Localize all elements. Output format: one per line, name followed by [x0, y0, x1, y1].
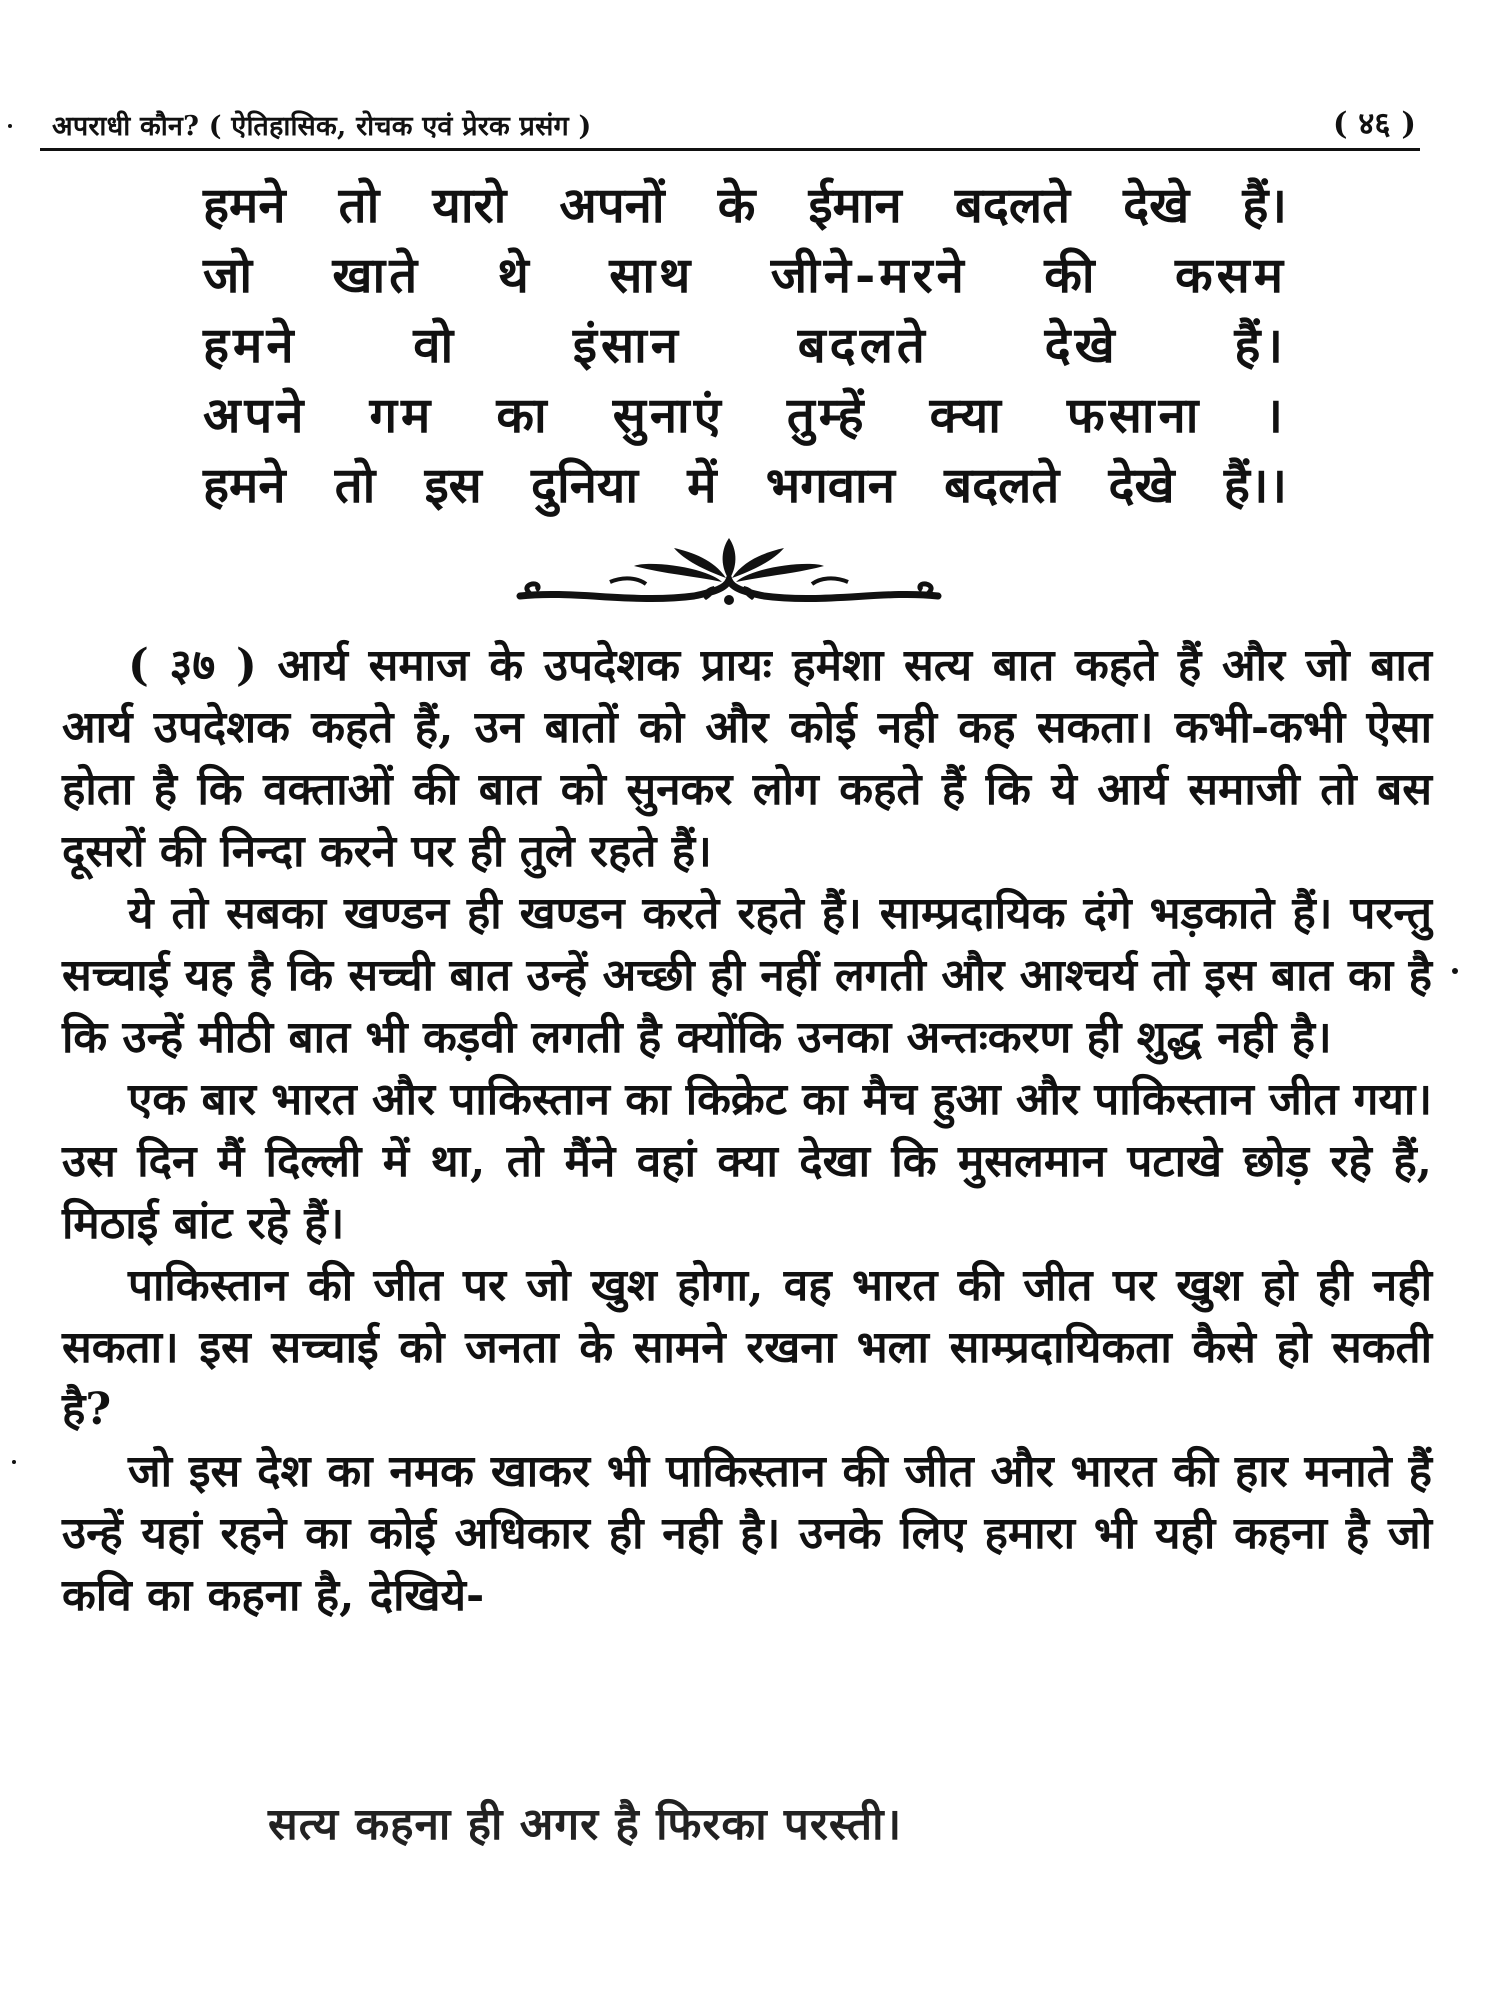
body-text	[62, 635, 1432, 1627]
running-header	[40, 98, 1420, 146]
paragraph: ये तो सबका खण्डन ही खण्डन करते रहते हैं। साम्प्रदायिक दंगे भड़काते हैं। परन्तु सच्चाई यह है कि सच्ची बात उन्हें अच्छी ही नहीं लगती और आश्चर्य तो इस बात का है कि उन्हें मीठी बात भी कड़वी लगती है क्योंकि उनका अन्तःकरण ही शुद्ध नही है।	[62, 888, 1432, 1063]
poem-line: हमने तो इस दुनिया में भगवान बदलते देखे हैं।।	[203, 456, 1287, 514]
paragraph: पाकिस्तान की जीत पर जो खुश होगा, वह भारत की जीत पर खुश हो ही नही सकता। इस सच्चाई को जनता के सामने रखना भला साम्प्रदायिकता कैसे हो सकती है?	[62, 1260, 1432, 1435]
page-number: ( ४६ )	[1332, 106, 1416, 142]
poem-line: हमने तो यारो अपनों के ईमान बदलते देखे हैं।	[203, 176, 1287, 234]
margin-speck	[1452, 968, 1458, 974]
poem-line: जो खाते थे साथ जीने-मरने की कसम	[203, 246, 1287, 304]
poem-line: हमने वो इंसान बदलते देखे हैं।	[203, 316, 1287, 374]
margin-speck	[8, 124, 12, 128]
poem-stanza	[203, 170, 1287, 520]
paragraph: ( ३७ ) आर्य समाज के उपदेशक प्रायः हमेशा सत्य बात कहते हैं और जो बात आर्य उपदेशक कहते हैं, उन बातों को और कोई नही कह सकता। कभी-कभी ऐसा होता है कि वक्ताओं की बात को सुनकर लोग कहते हैं कि ये आर्य समाजी तो बस दूसरों की निन्दा करने पर ही तुले रहते हैं।	[62, 640, 1432, 877]
poem-line: अपने गम का सुनाएं तुम्हें क्या फसाना ।	[203, 386, 1287, 444]
header-rule	[40, 148, 1420, 151]
paragraph: एक बार भारत और पाकिस्तान का किक्रेट का मैच हुआ और पाकिस्तान जीत गया। उस दिन मैं दिल्ली में था, तो मैंने वहां क्या देखा कि मुसलमान पटाखे छोड़ रहे हैं, मिठाई बांट रहे हैं।	[62, 1074, 1432, 1249]
paragraph: जो इस देश का नमक खाकर भी पाकिस्तान की जीत और भारत की हार मनाते हैं उन्हें यहां रहने का कोई अधिकार ही नही है। उनके लिए हमारा भी यही कहना है जो कवि का कहना है, देखिये-	[62, 1446, 1432, 1621]
closing-verse-line: सत्य कहना ही अगर है फिरका परस्ती।	[268, 1799, 903, 1850]
book-title: अपराधी कौन? ( ऐतिहासिक, रोचक एवं प्रेरक प्रसंग )	[52, 111, 592, 142]
margin-speck	[12, 1460, 16, 1464]
floral-divider-icon	[514, 530, 944, 626]
